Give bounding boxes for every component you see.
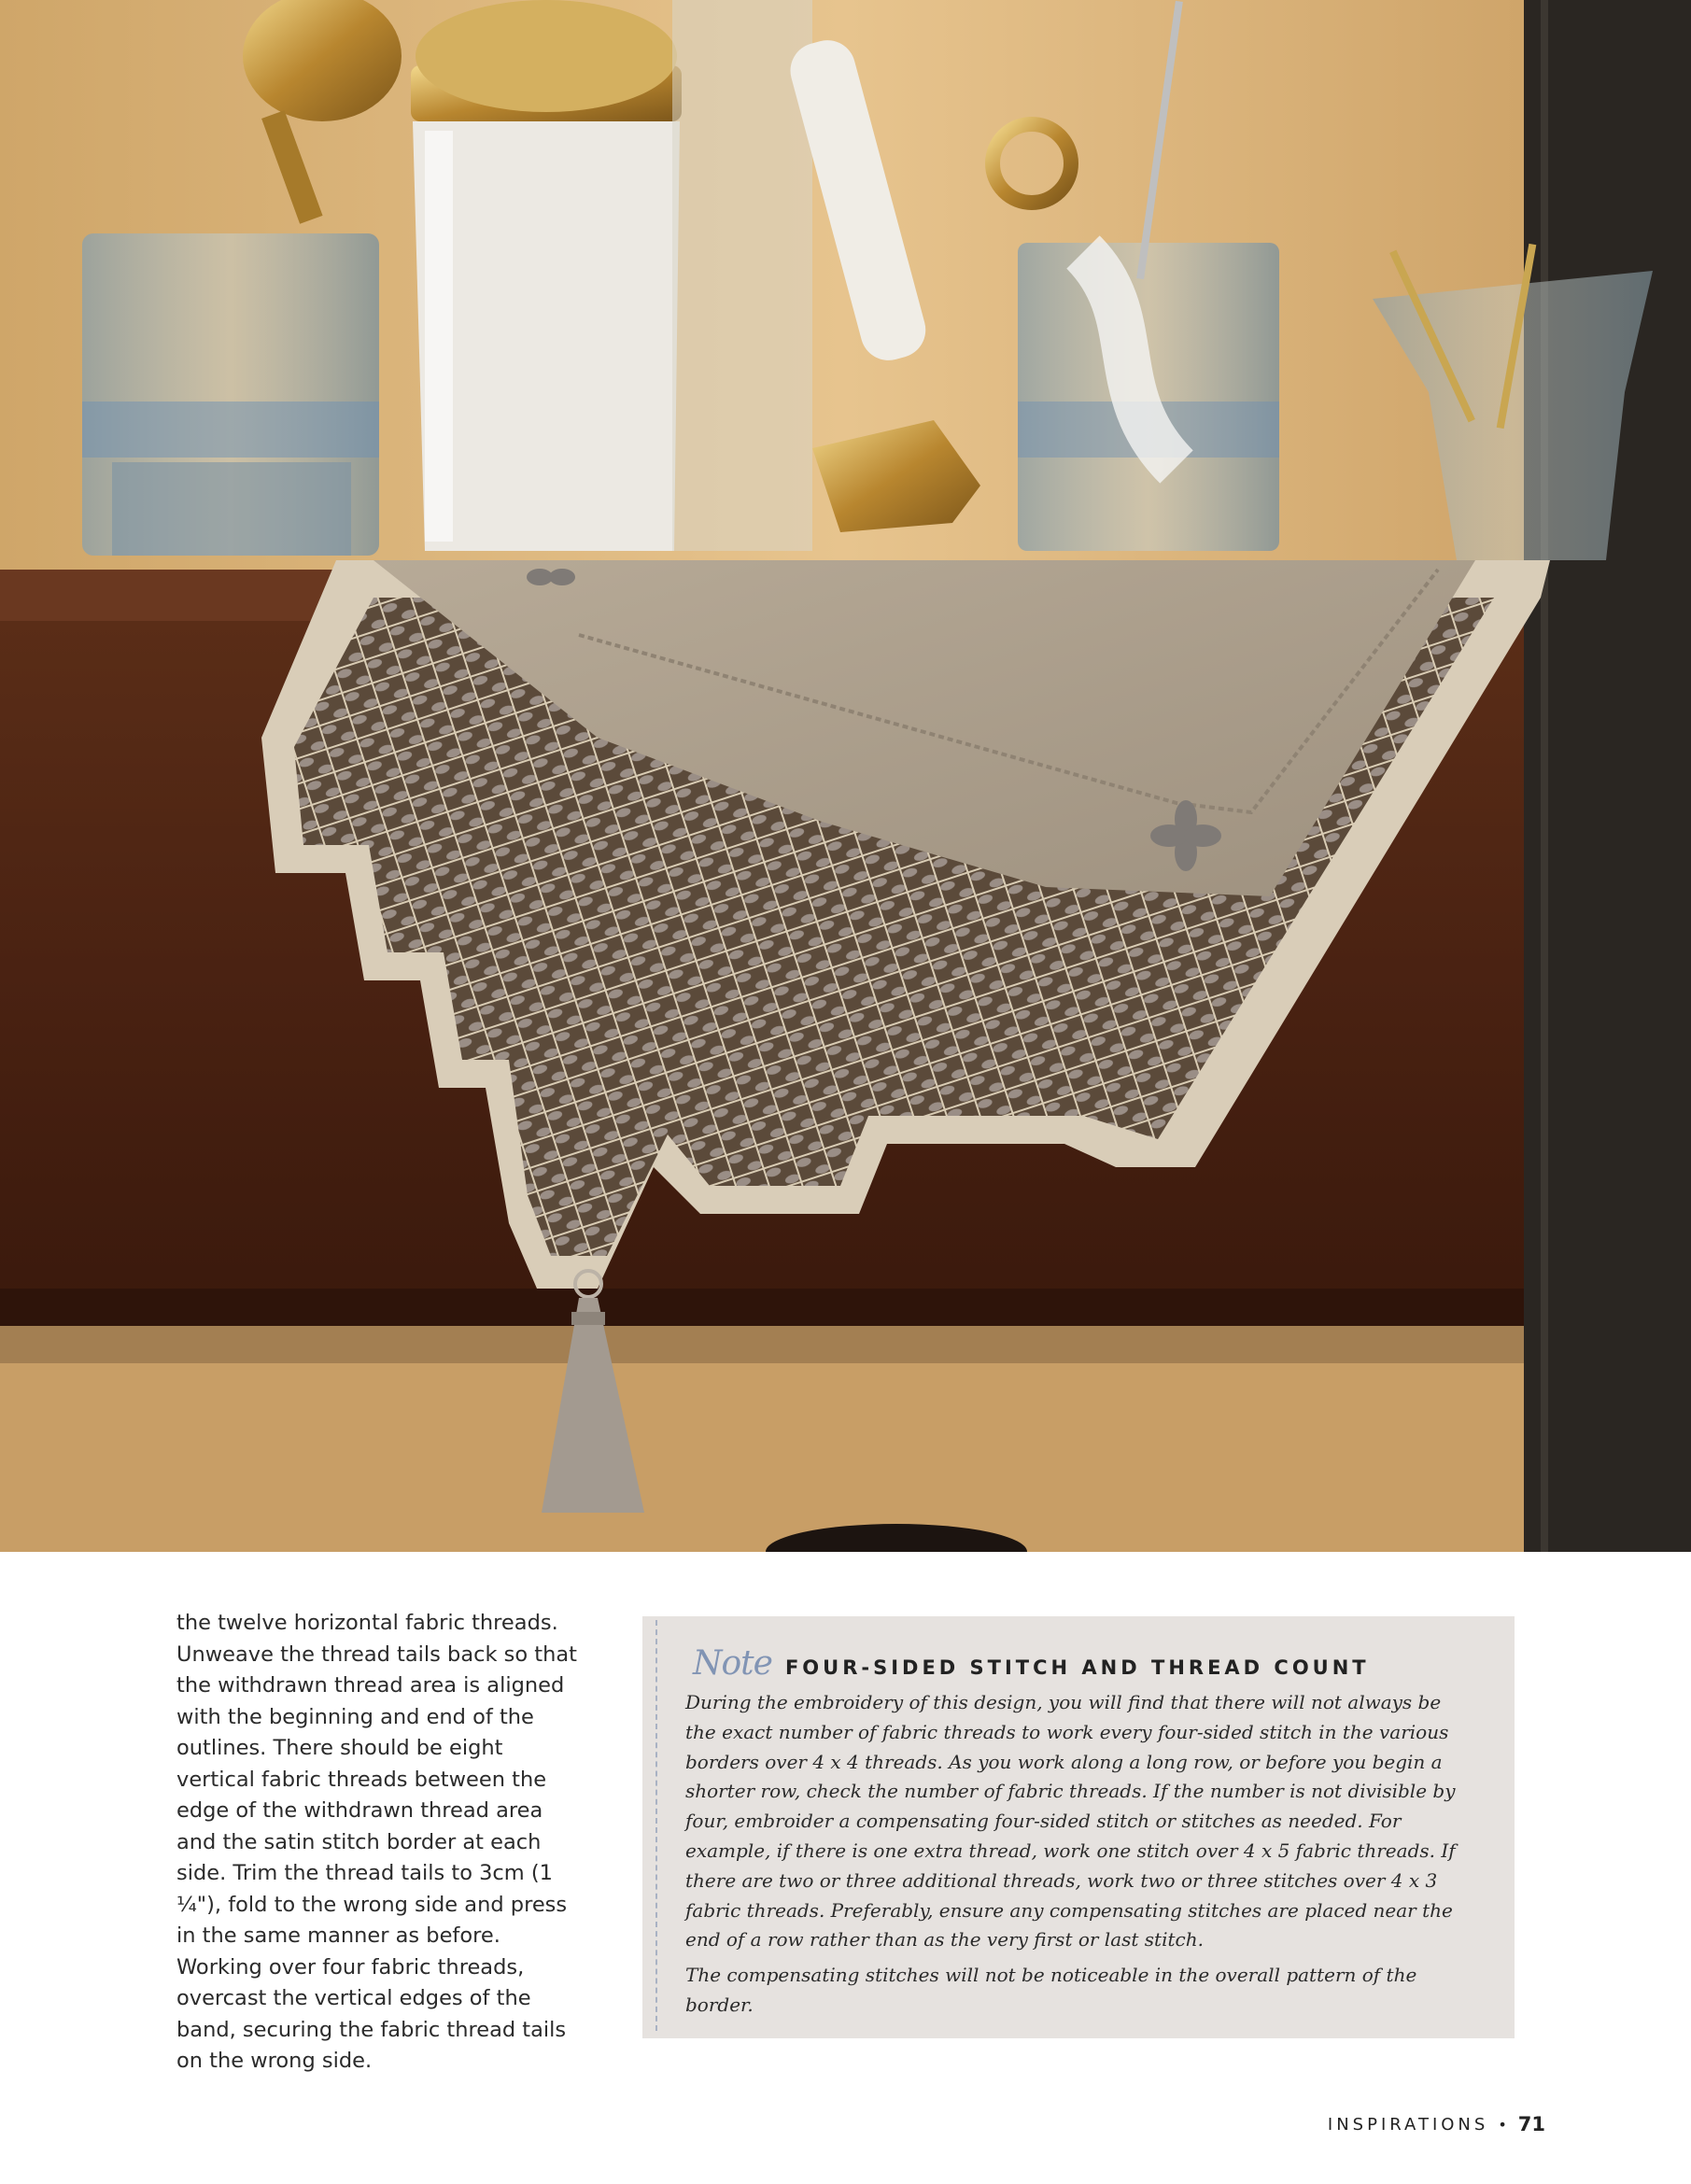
note-header — [693, 1644, 1477, 1683]
dashed-rule — [655, 1620, 657, 2031]
body-paragraph: the twelve horizontal fabric threads. Unweave the thread tails back so that the withdrawn thread area is aligned with the beginning and end of the outlines. There should be eight vertical fabric threads between the edge of the withdrawn thread area and the satin stitch border at each side. Trim the thread tails to 3cm (1 ¼"), fold to the wrong side and press in the same manner as before. Working over four fabric threads, overcast the vertical edges of the band, securing the fabric thread tails on the wrong side. — [176, 1611, 577, 2073]
page-footer — [1328, 2113, 1545, 2135]
note-title: FOUR-SIDED STITCH AND THREAD COUNT — [784, 1656, 1370, 1679]
note-box — [642, 1616, 1515, 2038]
bullet-separator: • — [1498, 2115, 1507, 2134]
page-number: 71 — [1517, 2113, 1545, 2135]
note-paragraph-2: The compensating stitches will not be noticeable in the overall pattern of the border. — [685, 1964, 1417, 2016]
note-paragraph-1: During the embroidery of this design, you will find that there will not always be the exact number of fabric threads to work every four-sided stitch in the various borders over 4 x 4 threads. As you work along a long row, or before you begin a shorter row, check the number of fabric threads. If the number is not divisible by four, embroider a compensating four-sided stitch or stitches as needed. For example, if there is one extra thread, work one stitch over 4 x 5 fabric threads. If there are two or three additional threads, work two or three stitches over 4 x 3 fabric threads. Preferably, ensure any compensating stitches are placed near the end of a row rather than as the very first or last stitch. — [685, 1691, 1456, 1952]
section-name: INSPIRATIONS — [1327, 2114, 1489, 2135]
note-label: Note — [693, 1644, 772, 1683]
